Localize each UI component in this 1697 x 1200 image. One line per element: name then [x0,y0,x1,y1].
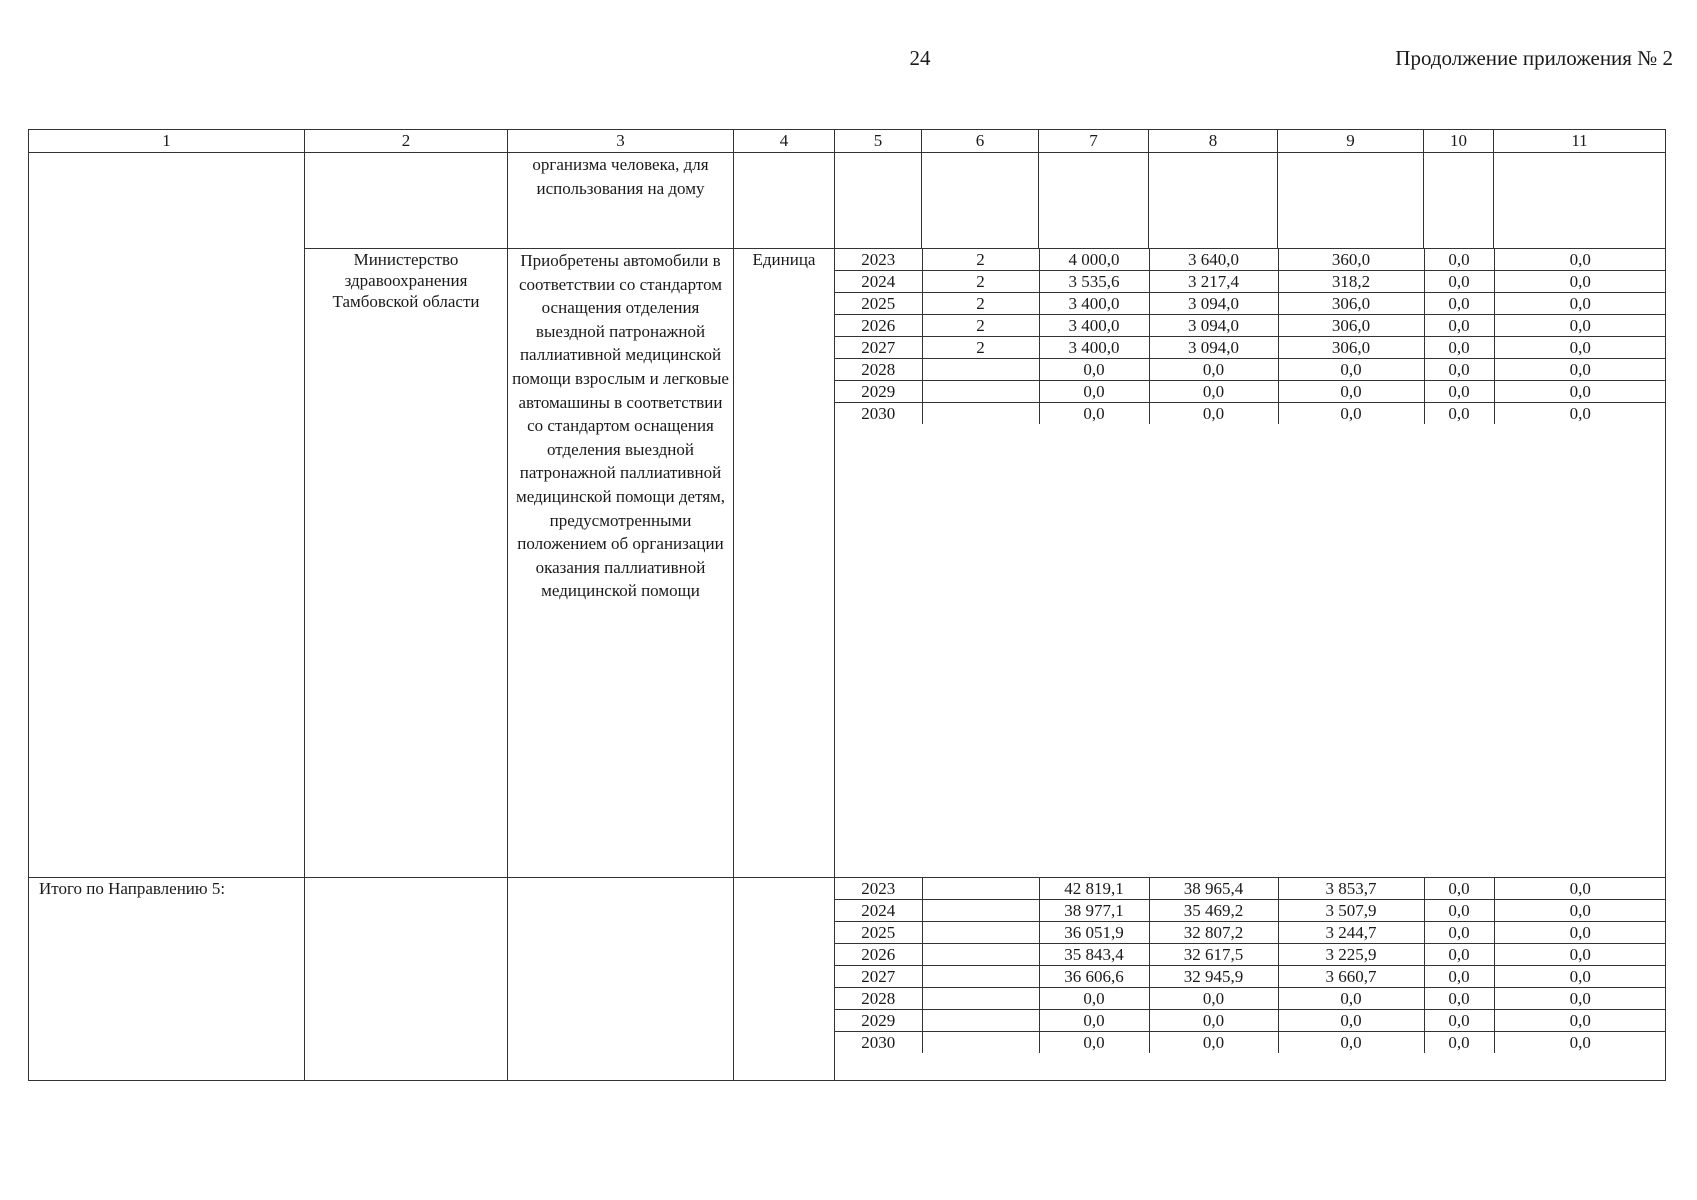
col10-cell: 0,0 [1424,337,1494,359]
total-funding-cell: 3 535,6 [1039,271,1149,293]
year-cell: 2025 [835,293,922,315]
federal-funding-cell: 0,0 [1149,1010,1278,1032]
year-cell: 2029 [835,381,922,403]
col11-cell: 0,0 [1494,878,1666,900]
indicator-value-cell: 2 [922,337,1039,359]
indicator-value-cell [922,966,1039,988]
column-number-row [29,130,1666,153]
indicator-value-cell: 2 [922,271,1039,293]
indicator-value-cell: 2 [922,293,1039,315]
federal-funding-cell: 32 807,2 [1149,922,1278,944]
year-cell: 2024 [835,271,922,293]
col10-cell: 0,0 [1424,922,1494,944]
regional-funding-cell: 360,0 [1278,249,1424,271]
table-row [835,271,1666,293]
federal-funding-cell: 0,0 [1149,1032,1278,1054]
column-number: 10 [1424,130,1494,153]
column-number: 9 [1278,130,1424,153]
year-cell: 2025 [835,922,922,944]
table-row [835,1010,1666,1032]
total-funding-cell: 3 400,0 [1039,315,1149,337]
regional-funding-cell: 3 244,7 [1278,922,1424,944]
federal-funding-cell: 0,0 [1149,359,1278,381]
col10-cell: 0,0 [1424,359,1494,381]
indicator-value-cell: 2 [922,315,1039,337]
federal-funding-cell: 3 094,0 [1149,293,1278,315]
indicator-value-cell [922,1010,1039,1032]
regional-funding-cell: 3 660,7 [1278,966,1424,988]
total-funding-cell: 0,0 [1039,381,1149,403]
year-cell: 2028 [835,988,922,1010]
year-cell: 2030 [835,403,922,425]
federal-funding-cell: 32 945,9 [1149,966,1278,988]
total-block-row [29,878,1666,1081]
total-funding-cell: 36 606,6 [1039,966,1149,988]
year-cell: 2028 [835,359,922,381]
empty-cell [508,878,734,1081]
col11-cell: 0,0 [1494,315,1666,337]
ministry-values-cell [835,249,1666,878]
empty-cell [1424,153,1494,249]
regional-funding-cell: 0,0 [1278,988,1424,1010]
year-cell: 2023 [835,878,922,900]
empty-cell [835,153,922,249]
col11-cell: 0,0 [1494,359,1666,381]
total-funding-cell: 42 819,1 [1039,878,1149,900]
regional-funding-cell: 0,0 [1278,1010,1424,1032]
column-number: 4 [734,130,835,153]
table-row [835,922,1666,944]
col10-cell: 0,0 [1424,1010,1494,1032]
year-cell: 2023 [835,249,922,271]
total-values-cell [835,878,1666,1081]
regional-funding-cell: 0,0 [1278,381,1424,403]
col11-cell: 0,0 [1494,271,1666,293]
col10-cell: 0,0 [1424,403,1494,425]
indicator-value-cell [922,900,1039,922]
col11-cell: 0,0 [1494,249,1666,271]
year-cell: 2024 [835,900,922,922]
table-row [835,988,1666,1010]
total-funding-cell: 36 051,9 [1039,922,1149,944]
regional-funding-cell: 3 507,9 [1278,900,1424,922]
col11-cell: 0,0 [1494,966,1666,988]
total-funding-cell: 0,0 [1039,1032,1149,1054]
indicator-value-cell [922,359,1039,381]
col11-cell: 0,0 [1494,381,1666,403]
federal-funding-cell: 0,0 [1149,381,1278,403]
col11-cell: 0,0 [1494,922,1666,944]
year-cell: 2026 [835,315,922,337]
col10-cell: 0,0 [1424,988,1494,1010]
year-cell: 2027 [835,337,922,359]
year-cell: 2027 [835,966,922,988]
empty-cell [1149,153,1278,249]
regional-funding-cell: 3 225,9 [1278,944,1424,966]
column-number: 1 [29,130,305,153]
table-row [835,337,1666,359]
indicator-value-cell: 2 [922,249,1039,271]
col11-cell: 0,0 [1494,900,1666,922]
empty-cell [305,153,508,249]
indicator-value-cell [922,1032,1039,1054]
regional-funding-cell: 306,0 [1278,293,1424,315]
total-funding-cell: 38 977,1 [1039,900,1149,922]
federal-funding-cell: 0,0 [1149,403,1278,425]
federal-funding-cell: 32 617,5 [1149,944,1278,966]
indicator-value-cell [922,922,1039,944]
empty-cell [1039,153,1149,249]
col10-cell: 0,0 [1424,249,1494,271]
total-funding-cell: 0,0 [1039,403,1149,425]
total-funding-cell: 0,0 [1039,988,1149,1010]
table-row [835,403,1666,425]
col10-cell: 0,0 [1424,271,1494,293]
empty-cell [734,878,835,1081]
total-funding-cell: 4 000,0 [1039,249,1149,271]
col10-cell: 0,0 [1424,315,1494,337]
executor-cell: Министерство здравоохранения Тамбовской области [305,249,508,878]
regional-funding-cell: 318,2 [1278,271,1424,293]
year-cell: 2026 [835,944,922,966]
regional-funding-cell: 306,0 [1278,315,1424,337]
indicator-value-cell [922,403,1039,425]
empty-cell [29,153,305,878]
col11-cell: 0,0 [1494,1010,1666,1032]
total-funding-cell: 3 400,0 [1039,337,1149,359]
column-number: 8 [1149,130,1278,153]
table-row [835,293,1666,315]
total-funding-cell: 0,0 [1039,359,1149,381]
col11-cell: 0,0 [1494,403,1666,425]
federal-funding-cell: 0,0 [1149,988,1278,1010]
year-cell: 2030 [835,1032,922,1054]
ministry-values-table [835,249,1666,424]
empty-cell [305,878,508,1081]
federal-funding-cell: 3 217,4 [1149,271,1278,293]
table-row [835,900,1666,922]
table-row [835,315,1666,337]
col11-cell: 0,0 [1494,988,1666,1010]
col11-cell: 0,0 [1494,337,1666,359]
indicator-value-cell [922,878,1039,900]
federal-funding-cell: 38 965,4 [1149,878,1278,900]
column-number: 3 [508,130,734,153]
page-number: 24 [909,46,931,70]
table-row [835,359,1666,381]
total-funding-cell: 3 400,0 [1039,293,1149,315]
total-funding-cell: 35 843,4 [1039,944,1149,966]
appendix-continuation-label: Продолжение приложения № 2 [1395,46,1673,70]
year-cell: 2029 [835,1010,922,1032]
empty-cell [734,153,835,249]
table-row [835,1032,1666,1054]
col11-cell: 0,0 [1494,944,1666,966]
federal-funding-cell: 3 094,0 [1149,315,1278,337]
continued-row [29,153,1666,249]
col11-cell: 0,0 [1494,293,1666,315]
col10-cell: 0,0 [1424,381,1494,403]
column-number: 11 [1494,130,1666,153]
col11-cell: 0,0 [1494,1032,1666,1054]
empty-cell [1278,153,1424,249]
program-table [28,129,1666,1081]
total-values-table [835,878,1666,1053]
empty-cell [922,153,1039,249]
regional-funding-cell: 0,0 [1278,359,1424,381]
table-row [835,381,1666,403]
column-number: 2 [305,130,508,153]
col10-cell: 0,0 [1424,878,1494,900]
col10-cell: 0,0 [1424,1032,1494,1054]
indicator-value-cell [922,988,1039,1010]
column-number: 5 [835,130,922,153]
regional-funding-cell: 3 853,7 [1278,878,1424,900]
table-row [835,878,1666,900]
regional-funding-cell: 0,0 [1278,403,1424,425]
federal-funding-cell: 3 094,0 [1149,337,1278,359]
measure-description: Приобретены автомобили в соответствии со стандартом оснащения отделения выездной патронажной паллиативной медицинской помощи взрослым и легковые автомашины в соответствии со стандартом оснащения отделения выездной патронажной паллиативной медицинской помощи детям, предусмотренными положением об организации оказания паллиативной медицинской помощи [508,249,734,878]
continued-description: организма человека, для использования на дому [508,153,734,249]
table-row [835,966,1666,988]
column-number: 6 [922,130,1039,153]
col10-cell: 0,0 [1424,900,1494,922]
col10-cell: 0,0 [1424,966,1494,988]
empty-cell [1494,153,1666,249]
col10-cell: 0,0 [1424,944,1494,966]
total-funding-cell: 0,0 [1039,1010,1149,1032]
total-label: Итого по Направлению 5: [29,878,305,1081]
federal-funding-cell: 3 640,0 [1149,249,1278,271]
regional-funding-cell: 0,0 [1278,1032,1424,1054]
col10-cell: 0,0 [1424,293,1494,315]
table-row [835,944,1666,966]
unit-cell: Единица [734,249,835,878]
federal-funding-cell: 35 469,2 [1149,900,1278,922]
column-number: 7 [1039,130,1149,153]
indicator-value-cell [922,381,1039,403]
table-row [835,249,1666,271]
indicator-value-cell [922,944,1039,966]
regional-funding-cell: 306,0 [1278,337,1424,359]
